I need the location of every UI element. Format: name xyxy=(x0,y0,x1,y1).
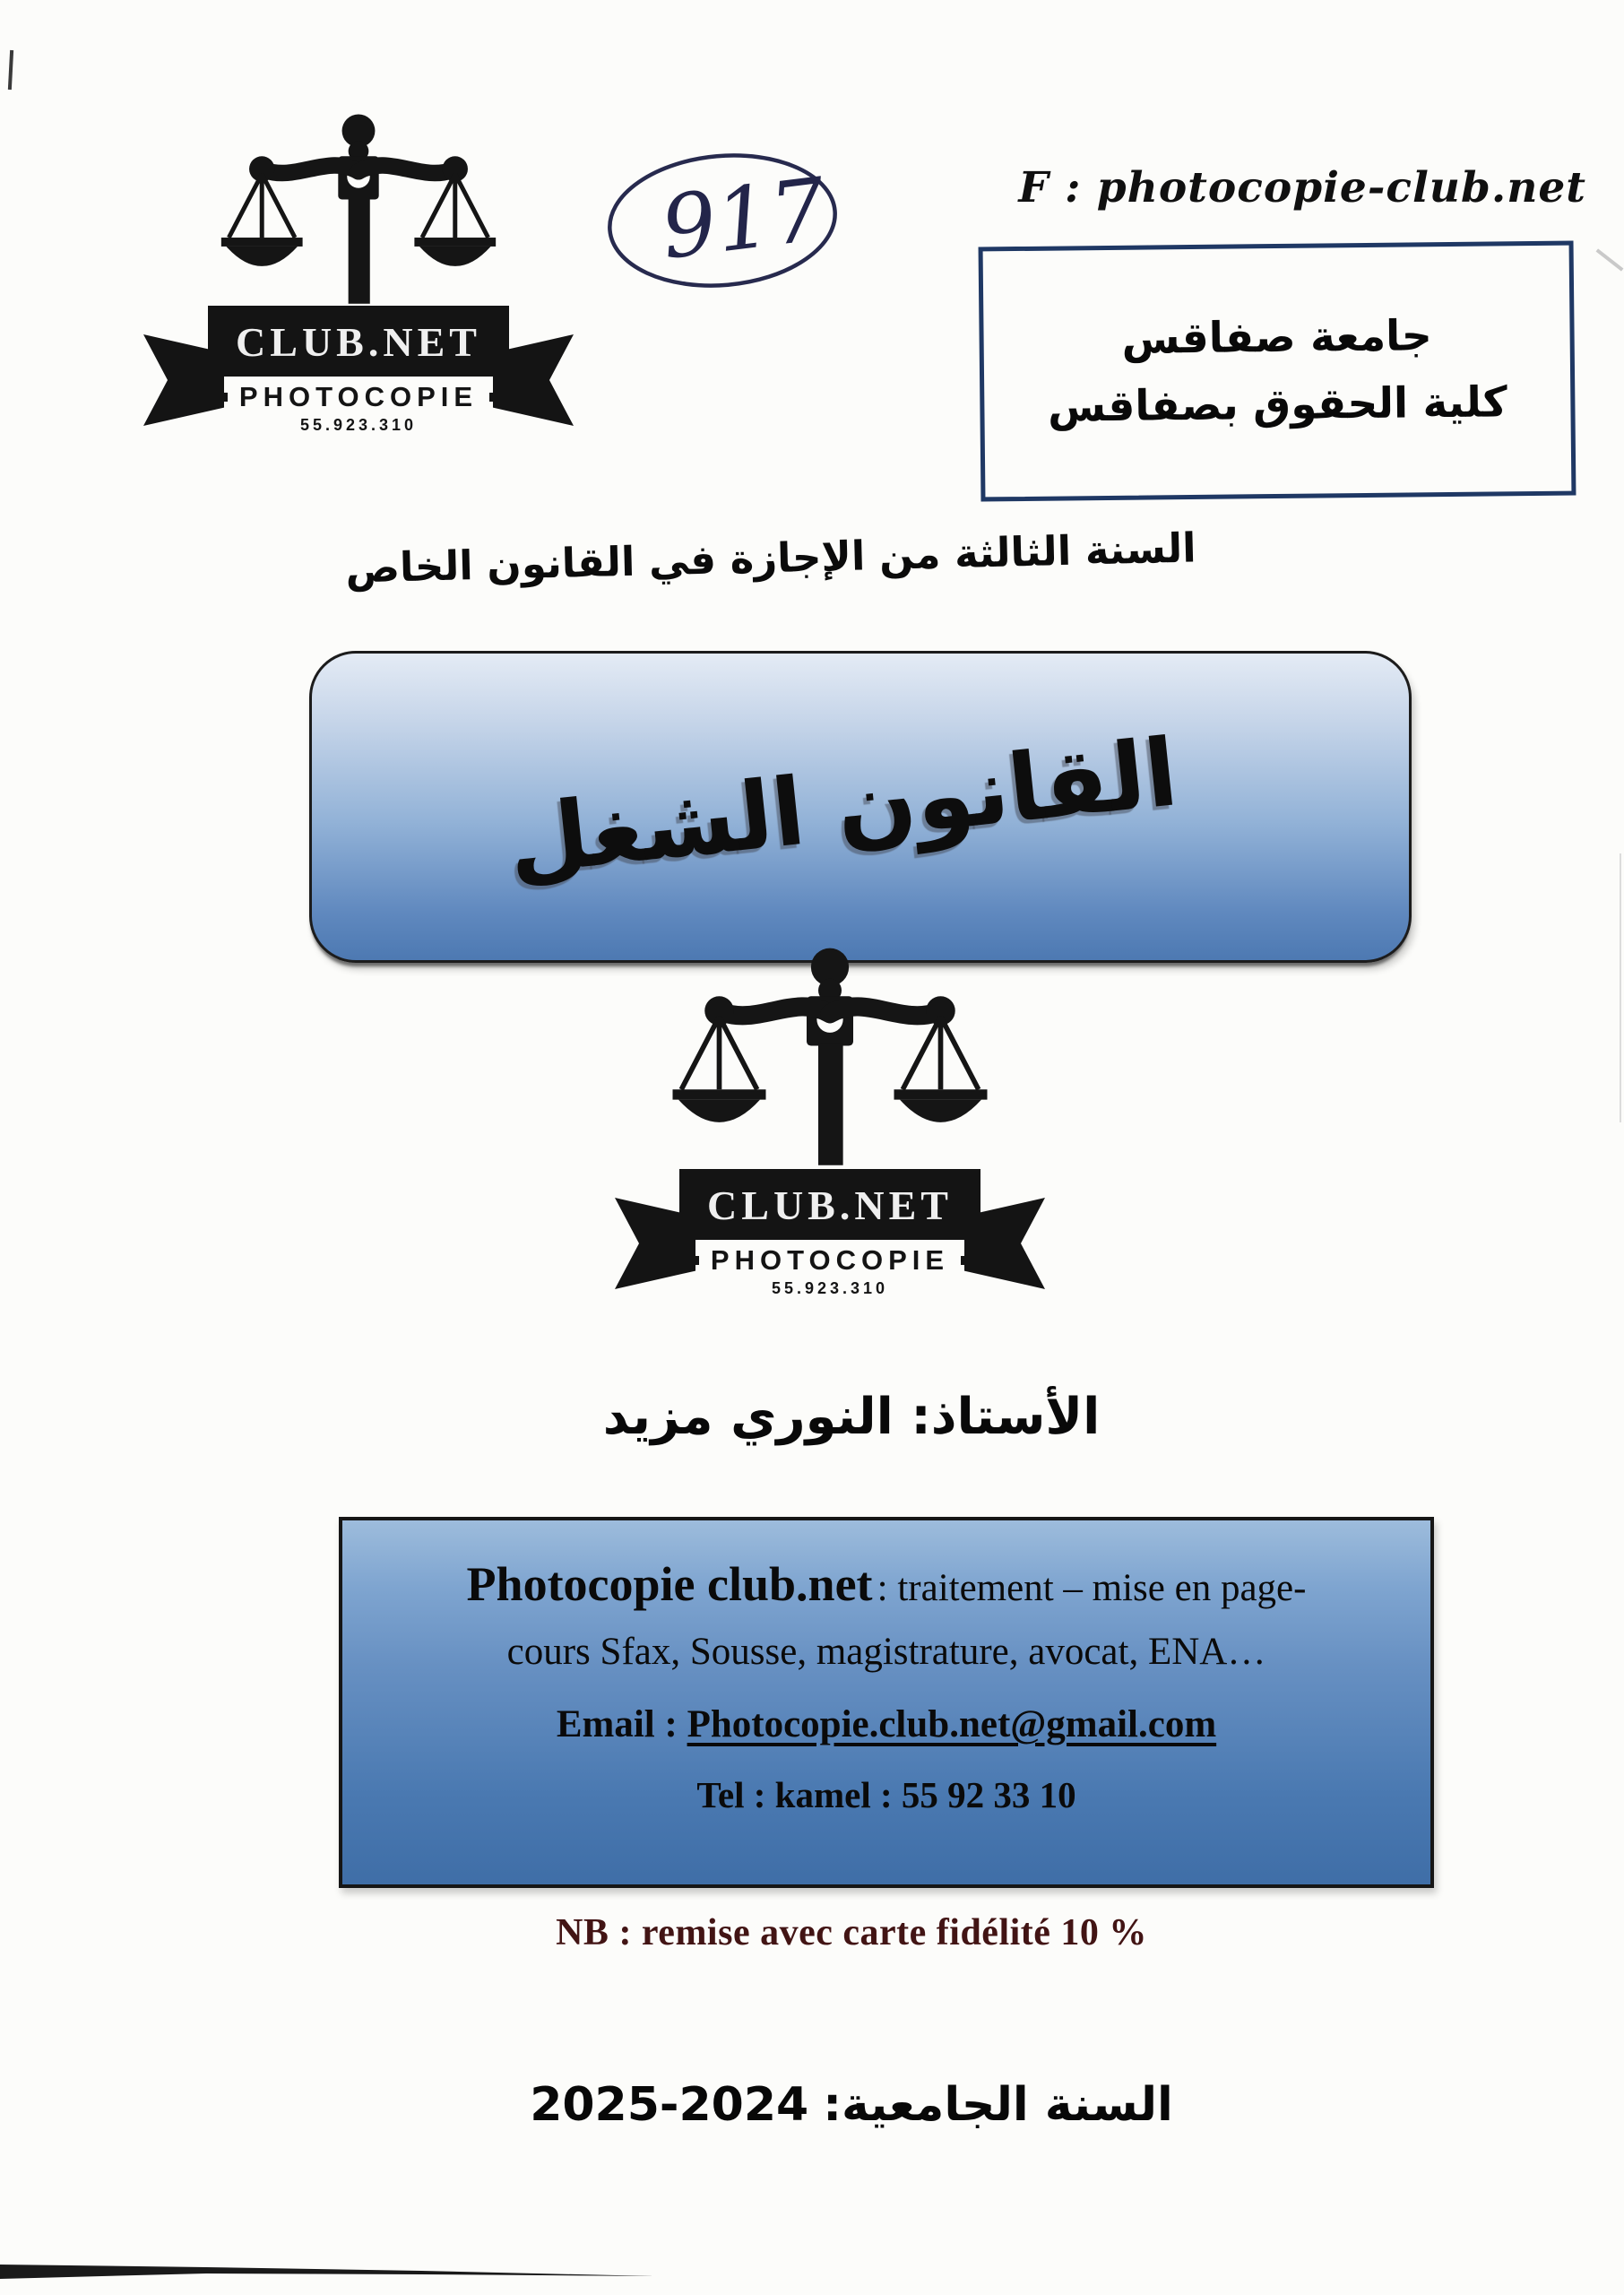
shop-brand: Photocopie club.net xyxy=(466,1557,873,1611)
professor-line: الأستاذ: النوري مزيد xyxy=(602,1388,1101,1446)
shop-email-line xyxy=(342,1702,1430,1746)
scan-artifact-mark xyxy=(1596,248,1624,271)
scales-of-justice-icon xyxy=(669,947,990,1180)
academic-year-line xyxy=(358,2078,1344,2132)
facebook-line: F : photocopie-club.net xyxy=(1018,163,1586,212)
course-title-box xyxy=(309,651,1412,963)
svg-text:917: 917 xyxy=(655,159,832,279)
university-box xyxy=(979,241,1576,502)
logo-subtitle: PHOTOCOPIE xyxy=(143,381,574,413)
scan-artifact-edge xyxy=(1620,853,1621,1122)
email-label: Email : xyxy=(556,1703,678,1745)
clubnet-logo-top xyxy=(143,113,574,435)
academic-year-value: 2025-2024 xyxy=(530,2078,809,2132)
shop-services: : traitement – mise en page- xyxy=(877,1567,1307,1609)
course-title: القانون الشغل xyxy=(502,717,1183,896)
scan-artifact-smudge xyxy=(0,2257,663,2288)
dash-left xyxy=(195,393,228,402)
program-line: السنة الثالثة من الإجازة في القانون الخاص xyxy=(344,524,1197,593)
logo-subtitle: PHOTOCOPIE xyxy=(615,1244,1045,1277)
shop-services-line1 xyxy=(342,1556,1430,1612)
dash-right xyxy=(961,1256,993,1265)
shop-tel-line: Tel : kamel : 55 92 33 10 xyxy=(696,1774,1076,1815)
logo-name: CLUB.NET xyxy=(208,306,509,377)
shop-services-line2: cours Sfax, Sousse, magistrature, avocat, ENA… xyxy=(506,1631,1266,1673)
faculty-name: كلية الحقوق بصفاقس xyxy=(1047,377,1507,432)
email-address: Photocopie.club.net@gmail.com xyxy=(687,1703,1217,1745)
logo-phone: 55.923.310 xyxy=(299,416,418,434)
logo-name: CLUB.NET xyxy=(679,1169,980,1240)
scan-artifact-tick xyxy=(8,50,13,90)
university-name: جامعة صفاقس xyxy=(1121,311,1432,364)
logo-banner xyxy=(143,306,574,435)
dash-right xyxy=(489,393,522,402)
logo-phone: 55.923.310 xyxy=(771,1279,889,1297)
academic-year-label: السنة الجامعية: xyxy=(823,2078,1173,2132)
shop-info-box xyxy=(339,1517,1434,1888)
handwritten-copy-number xyxy=(599,140,846,299)
dash-left xyxy=(667,1256,699,1265)
clubnet-logo-center xyxy=(615,947,1045,1298)
logo-banner xyxy=(615,1169,1045,1298)
scales-of-justice-icon xyxy=(219,113,498,316)
nb-line: NB : remise avec carte fidélité 10 % xyxy=(556,1912,1147,1953)
